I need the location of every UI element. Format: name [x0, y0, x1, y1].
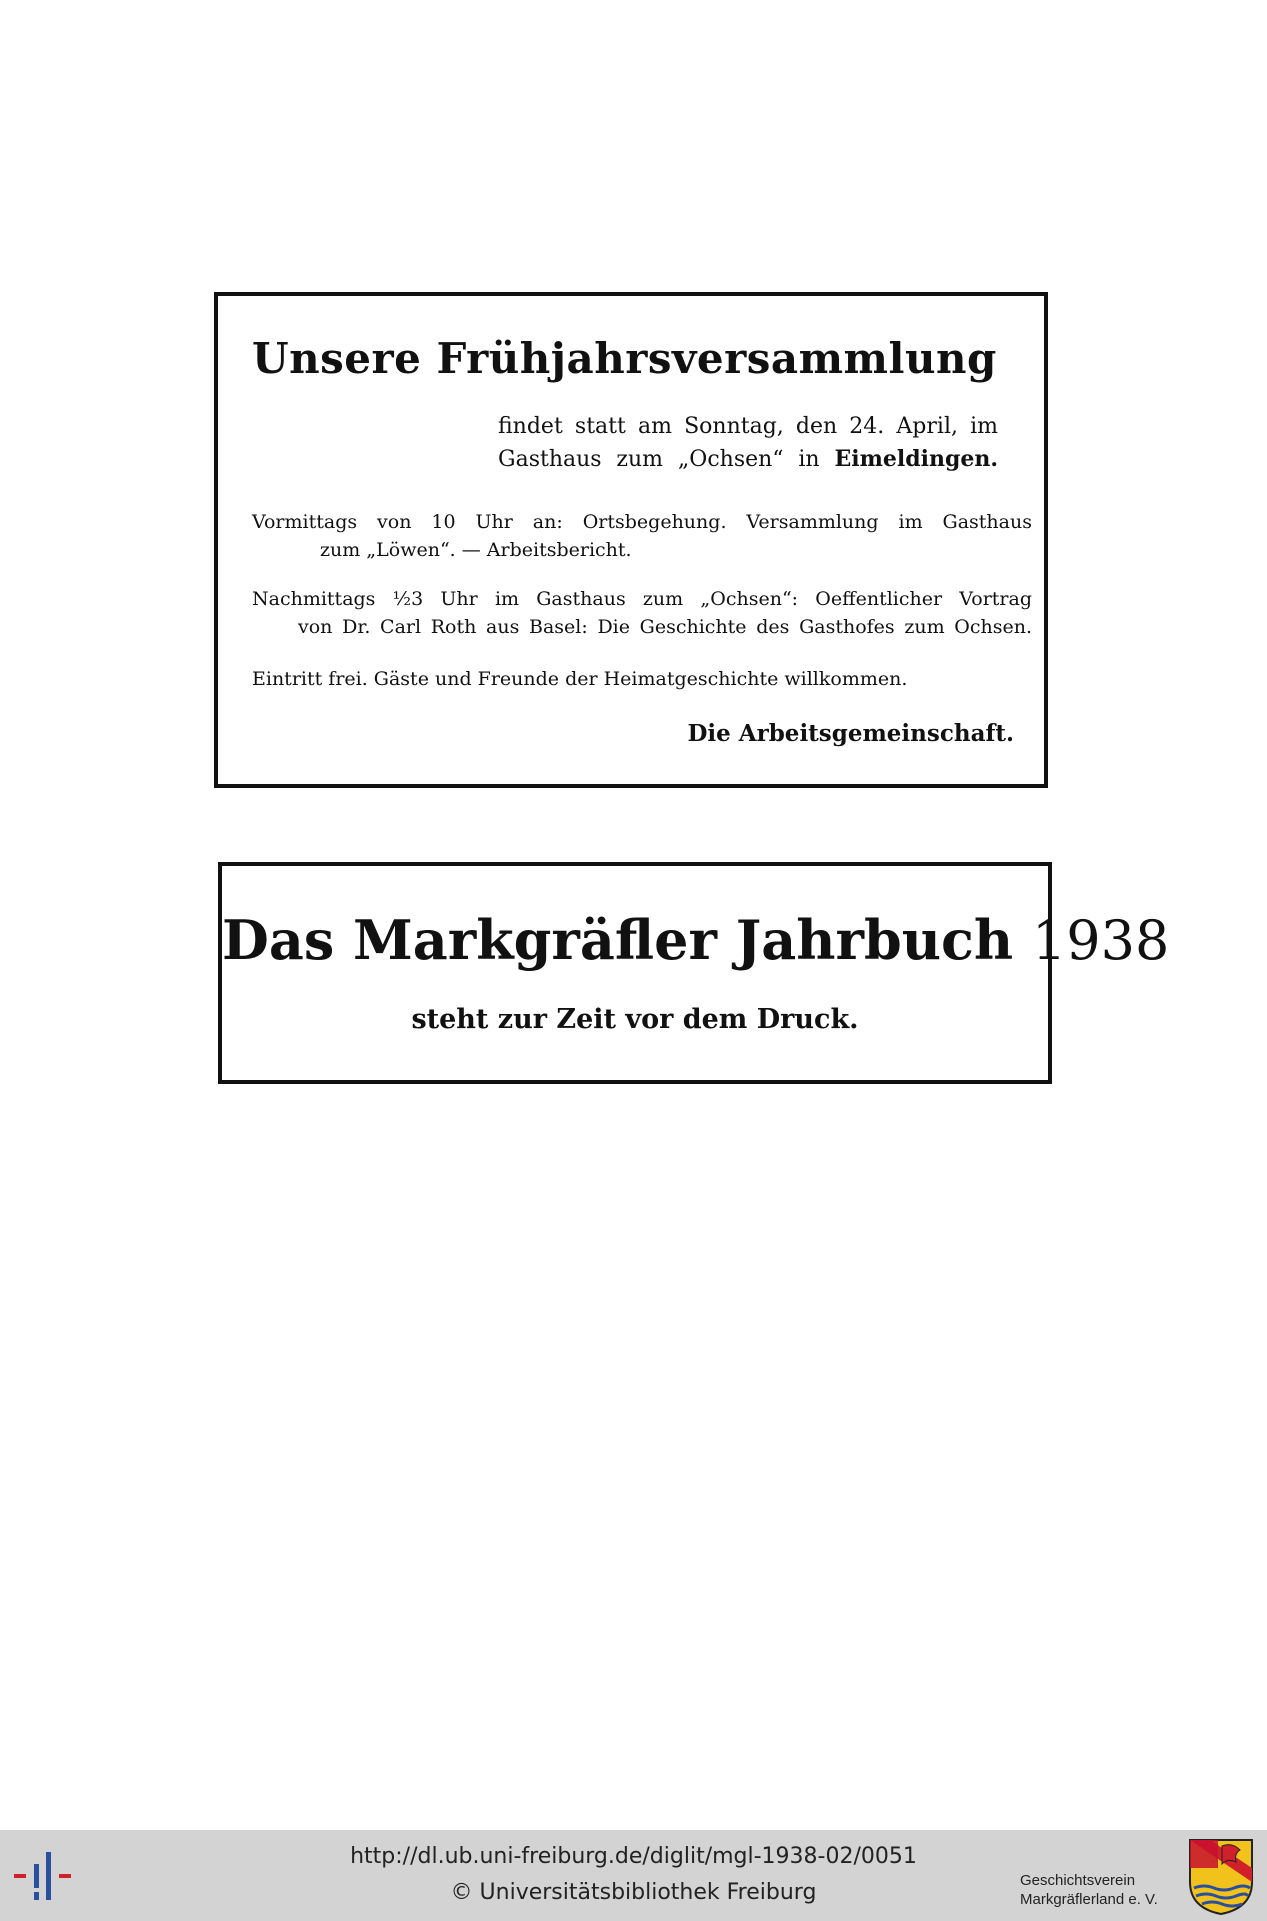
society-name-line-2: Markgräflerland e. V. [1020, 1891, 1158, 1908]
afternoon-line-2: von Dr. Carl Roth aus Basel: Die Geschichte des Gasthofes zum Ochsen. [298, 616, 1032, 638]
footer-bar [0, 1830, 1267, 1921]
society-name[interactable] [1020, 1871, 1158, 1909]
coat-of-arms-icon[interactable] [1188, 1838, 1254, 1916]
afternoon-line-1: Nachmittags ½3 Uhr im Gasthaus zum „Ochsen“: Oeffentlicher Vortrag [252, 588, 1032, 610]
yearbook-subtitle: steht zur Zeit vor dem Druck. [411, 1004, 859, 1035]
afternoon-program [252, 588, 1032, 638]
admission-text: Eintritt frei. Gäste und Freunde der Heimatgeschichte willkommen. [252, 668, 908, 690]
morning-line-2: zum „Löwen“. — Arbeitsbericht. [320, 539, 632, 561]
permalink-url[interactable]: http://dl.ub.uni-freiburg.de/diglit/mgl-1938-02/0051 [350, 1844, 917, 1869]
signature: Die Arbeitsgemeinschaft. [687, 720, 1014, 747]
yearbook-title-text: Das Markgräfler Jahrbuch [222, 908, 1014, 972]
yearbook-year: 1938 [1031, 909, 1170, 972]
meeting-place: Eimeldingen. [834, 446, 998, 472]
copyright-text: © Universitätsbibliothek Freiburg [450, 1880, 817, 1905]
yearbook-notice-box [218, 862, 1170, 1084]
morning-line-1: Vormittags von 10 Uhr an: Ortsbegehung. Versammlung im Gasthaus [252, 511, 1032, 533]
meeting-lead-line-1: findet statt am Sonntag, den 24. April, im [498, 414, 998, 439]
meeting-notice-box [214, 292, 1048, 788]
morning-program [252, 511, 1032, 561]
society-name-line-1: Geschichtsverein [1020, 1872, 1136, 1889]
meeting-lead-line-2-prefix: Gasthaus zum „Ochsen“ in [498, 447, 820, 472]
meeting-lead-line-2 [498, 446, 998, 472]
yearbook-title [222, 908, 1170, 972]
meeting-notice-title: Unsere Frühjahrsversammlung [252, 334, 997, 383]
